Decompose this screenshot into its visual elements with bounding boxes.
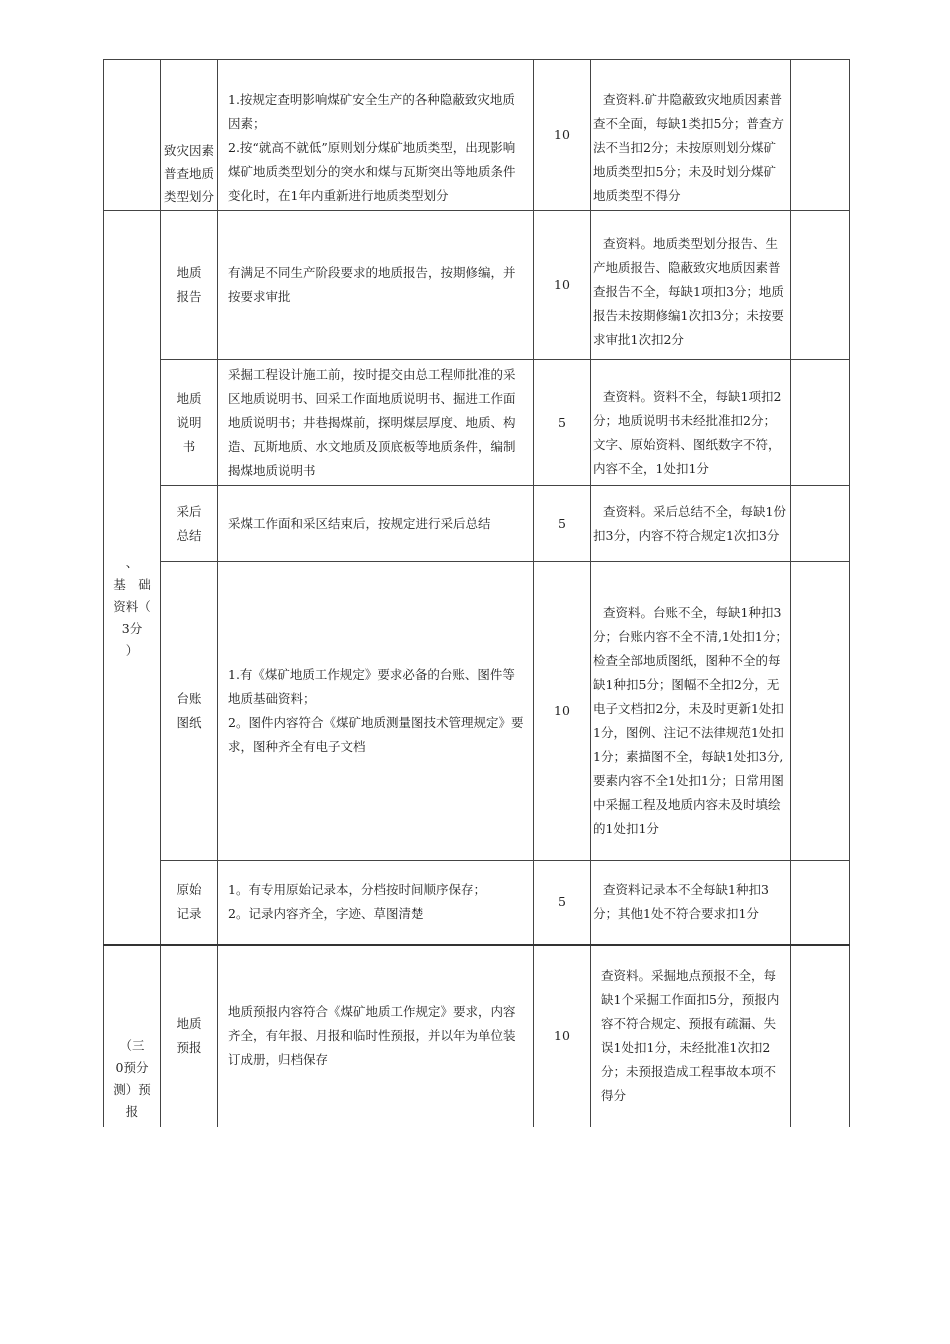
assessment-table <box>103 59 850 1127</box>
item-cell <box>161 360 218 486</box>
score-cell: 10 <box>534 562 591 861</box>
section-label-line: ） <box>125 643 139 659</box>
item-cell <box>161 861 218 945</box>
notes-cell <box>791 60 850 211</box>
method-cell: 查资料。采掘地点预报不全，每缺1个采掘工作面扣5分，预报内容不符合规定、预报有疏漏、失误1处扣1分，未经批准1次扣2分；未预报造成工程事故本项不得分 <box>591 945 791 1127</box>
requirement-line: 1。有专用原始记录本，分档按时间顺序保存； <box>228 882 486 898</box>
item-cell <box>161 486 218 562</box>
table-row <box>104 60 850 211</box>
section-cell-forecast <box>104 945 161 1127</box>
table-row <box>104 360 850 486</box>
method-cell: 查资料。资料不全，每缺1项扣2分；地质说明书未经批准扣2分；文字、原始资料、图纸数字不符，内容不全，1处扣1分 <box>591 360 791 486</box>
requirement-line: 2。图件内容符合《煤矿地质测量图技术管理规定》要求，图种齐全有电子文档 <box>228 715 524 754</box>
section-cell-basic <box>104 211 161 945</box>
section-label-line: 0预分 <box>115 1059 149 1075</box>
requirement-line: 采煤工作面和采区结束后，按规定进行采后总结 <box>228 515 491 531</box>
requirement-cell <box>218 360 534 486</box>
requirement-line: 2。记录内容齐全，字迹、草图清楚 <box>228 906 424 922</box>
item-label: 原始记录 <box>176 882 202 922</box>
requirement-cell <box>218 60 534 211</box>
notes-cell <box>791 211 850 360</box>
method-cell: 查资料.矿井隐蔽致灾地质因素普查不全面，每缺1类扣5分；普查方法不当扣2分；未按原则划分煤矿地质类型扣5分；未及时划分煤矿地质类型不得分 <box>591 60 791 211</box>
requirement-line: 1.按规定查明影响煤矿安全生产的各种隐蔽致灾地质因素； <box>228 92 515 131</box>
method-cell: 查资料。地质类型划分报告、生产地质报告、隐蔽致灾地质因素普查报告不全，每缺1项扣3分；地质报告未按期修编1次扣3分；未按要求审批1次扣2分 <box>591 211 791 360</box>
section-label-line: （三 <box>119 1037 145 1053</box>
item-cell <box>161 562 218 861</box>
table-row <box>104 486 850 562</box>
section-label-line: 资料（ <box>113 599 151 615</box>
table-row <box>104 945 850 1127</box>
item-cell <box>161 945 218 1127</box>
requirement-line: 有满足不同生产阶段要求的地质报告，按期修编，并按要求审批 <box>228 265 516 304</box>
requirement-cell <box>218 211 534 360</box>
method-cell: 查资料。台账不全，每缺1种扣3分；台账内容不全不清,1处扣1分；检查全部地质图纸，图种不全的每缺1种扣5分；图幅不全扣2分，无电子文档扣2分，未及时更新1处扣1分，图例、注记不法律规范1处扣1分；素描图不全，每缺1处扣3分,要素内容不全1处扣1分；日常用图中采掘工程及地质内容未及时填绘的1处扣1分 <box>591 562 791 861</box>
table-row <box>104 861 850 945</box>
notes-cell <box>791 360 850 486</box>
score-cell: 10 <box>534 211 591 360</box>
requirement-line: 地质预报内容符合《煤矿地质工作规定》要求，内容齐全，有年报、月报和临时性预报，并以年为单位装订成册，归档保存 <box>228 1004 516 1067</box>
requirement-cell <box>218 562 534 861</box>
requirement-cell <box>218 861 534 945</box>
requirement-cell <box>218 486 534 562</box>
notes-cell <box>791 861 850 945</box>
item-cell: 致灾因素普查地质类型划分 <box>161 60 218 211</box>
requirement-cell <box>218 945 534 1127</box>
table-row <box>104 211 850 360</box>
score-cell: 5 <box>534 861 591 945</box>
section-cell-prev <box>104 60 161 211</box>
item-cell <box>161 211 218 360</box>
method-cell: 查资料记录本不全每缺1种扣3分；其他1处不符合要求扣1分 <box>591 861 791 945</box>
item-label: 采后总结 <box>176 503 202 543</box>
notes-cell <box>791 562 850 861</box>
section-label-line: 、 <box>125 555 139 571</box>
item-label: 台账图纸 <box>176 691 202 730</box>
requirement-line: 1.有《煤矿地质工作规定》要求必备的台账、图件等地质基础资料； <box>228 667 515 706</box>
section-label-line: 报 <box>125 1103 139 1119</box>
item-label: 地质预报 <box>176 1016 202 1055</box>
requirement-line: 2.按“就高不就低”原则划分煤矿地质类型，出现影响煤矿地质类型划分的突水和煤与瓦斯突出等地质条件变化时，在1年内重新进行地质类型划分 <box>228 140 516 203</box>
requirement-line: 采掘工程设计施工前，按时提交由总工程师批准的采区地质说明书、回采工作面地质说明书、掘进工作面地质说明书；井巷揭煤前，探明煤层厚度、地质、构造、瓦斯地质、水文地质及顶底板等地质条件，编制揭煤地质说明书 <box>228 366 516 478</box>
score-cell: 10 <box>534 60 591 211</box>
section-label-line: 测）预 <box>113 1081 151 1097</box>
table-row <box>104 562 850 861</box>
section-label-line: 3分 <box>121 621 143 637</box>
notes-cell <box>791 486 850 562</box>
score-cell: 5 <box>534 486 591 562</box>
score-cell: 10 <box>534 945 591 1127</box>
method-cell: 查资料。采后总结不全，每缺1份扣3分，内容不符合规定1次扣3分 <box>591 486 791 562</box>
notes-cell <box>791 945 850 1127</box>
item-label: 地质说明书 <box>176 390 202 454</box>
score-cell: 5 <box>534 360 591 486</box>
item-label: 地质报告 <box>176 265 202 304</box>
section-label-line: 基 础 <box>113 577 151 593</box>
